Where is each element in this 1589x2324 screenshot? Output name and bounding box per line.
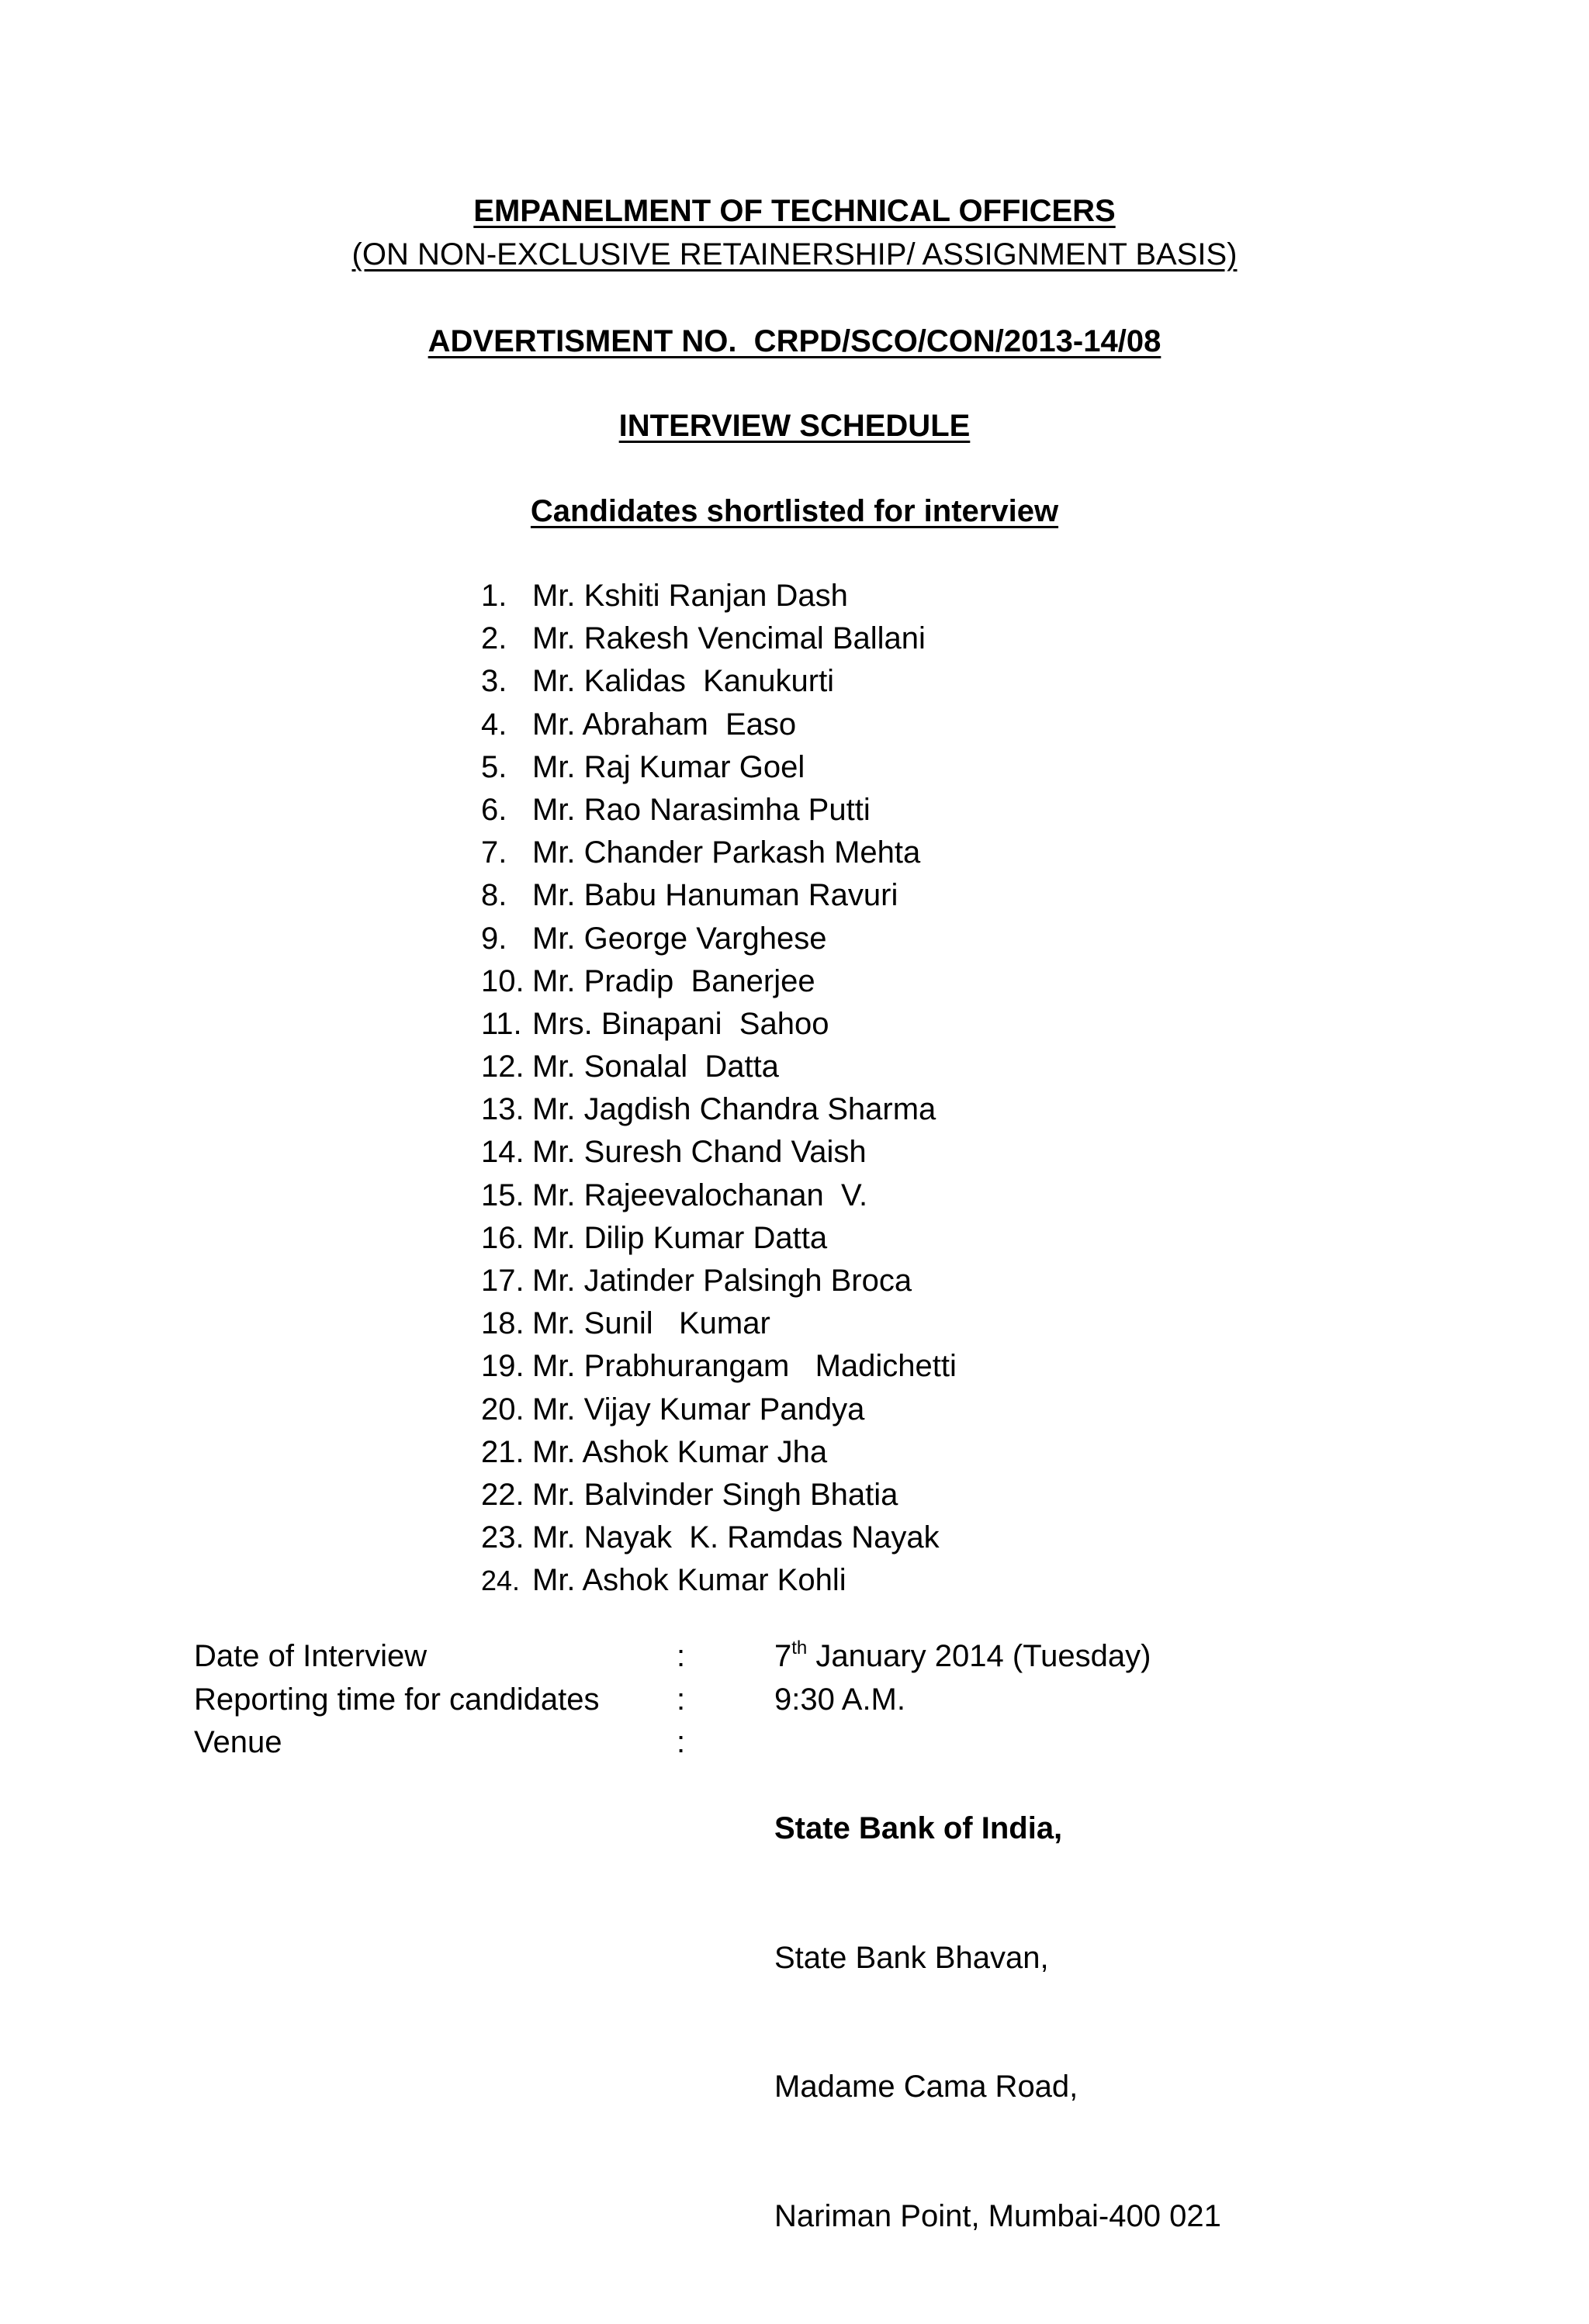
candidate-name: Mr. Ashok Kumar Kohli bbox=[532, 1563, 846, 1598]
time-label: Reporting time for candidates bbox=[194, 1682, 600, 1717]
venue-name: State Bank of India, bbox=[774, 1811, 1063, 1845]
candidate-number: 24. bbox=[481, 1565, 521, 1597]
candidate-number: 21. bbox=[481, 1434, 524, 1469]
candidate-number: 13. bbox=[481, 1092, 524, 1127]
time-value: 9:30 A.M. bbox=[774, 1682, 905, 1717]
candidate-number: 15. bbox=[481, 1178, 524, 1212]
advertisement-number: ADVERTISMENT NO. CRPD/SCO/CON/2013-14/08 bbox=[428, 324, 1161, 358]
time-row bbox=[194, 1679, 905, 1722]
date-rest: January 2014 (Tuesday) bbox=[807, 1639, 1151, 1673]
candidate-name: Mr. Jagdish Chandra Sharma bbox=[532, 1092, 936, 1127]
candidate-number: 18. bbox=[481, 1306, 524, 1341]
candidate-name: Mr. Ashok Kumar Jha bbox=[532, 1434, 828, 1469]
candidate-number: 16. bbox=[481, 1220, 524, 1255]
candidate-name: Mr. Rajeevalochanan V. bbox=[532, 1178, 868, 1212]
venue-label: Venue bbox=[194, 1725, 282, 1759]
candidate-number: 22. bbox=[481, 1477, 524, 1512]
date-row bbox=[194, 1635, 1151, 1679]
candidate-name: Mr. George Varghese bbox=[532, 921, 827, 956]
candidate-name: Mr. Pradip Banerjee bbox=[532, 963, 815, 998]
date-value bbox=[774, 1635, 1151, 1679]
candidate-number: 10. bbox=[481, 963, 524, 998]
candidate-name: Mr. Raj Kumar Goel bbox=[532, 749, 805, 784]
candidate-name: Mr. Prabhurangam Madichetti bbox=[532, 1349, 957, 1384]
date-separator: : bbox=[677, 1639, 686, 1673]
candidate-name: Mr. Kalidas Kanukurti bbox=[532, 664, 835, 699]
candidate-number: 9. bbox=[481, 921, 507, 956]
date-day: 7 bbox=[774, 1639, 792, 1673]
candidate-number: 17. bbox=[481, 1264, 524, 1298]
candidate-name: Mr. Rakesh Vencimal Ballani bbox=[532, 621, 926, 656]
candidate-number: 4. bbox=[481, 707, 507, 742]
date-label: Date of Interview bbox=[194, 1639, 428, 1673]
candidate-name: Mr. Dilip Kumar Datta bbox=[532, 1220, 828, 1255]
candidate-number: 3. bbox=[481, 664, 507, 699]
candidate-number: 5. bbox=[481, 749, 507, 784]
venue-row bbox=[194, 1721, 1221, 2233]
candidate-name: Mr. Kshiti Ranjan Dash bbox=[532, 579, 848, 613]
candidate-number: 23. bbox=[481, 1520, 524, 1555]
candidate-number: 11. bbox=[481, 1006, 522, 1041]
candidate-name: Mr. Jatinder Palsingh Broca bbox=[532, 1264, 912, 1298]
candidate-number: 8. bbox=[481, 878, 507, 913]
candidate-name: Mr. Abraham Easo bbox=[532, 707, 797, 742]
document-subtitle: (ON NON-EXCLUSIVE RETAINERSHIP/ ASSIGNMENT BASIS) bbox=[351, 237, 1238, 271]
venue-address-line: State Bank Bhavan, bbox=[774, 1940, 1049, 1975]
candidate-name: Mr. Sunil Kumar bbox=[532, 1306, 770, 1341]
candidate-number: 7. bbox=[481, 835, 507, 870]
candidate-name: Mrs. Binapani Sahoo bbox=[532, 1006, 829, 1041]
candidate-number: 12. bbox=[481, 1050, 524, 1084]
venue-address-line: Nariman Point, Mumbai-400 021 bbox=[774, 2198, 1221, 2233]
candidate-number: 1. bbox=[481, 579, 507, 613]
venue-address bbox=[774, 1721, 1221, 2324]
schedule-heading: INTERVIEW SCHEDULE bbox=[618, 409, 971, 443]
candidate-number: 19. bbox=[481, 1349, 524, 1384]
date-suffix: th bbox=[791, 1638, 808, 1658]
candidate-name: Mr. Chander Parkash Mehta bbox=[532, 835, 921, 870]
shortlist-heading: Candidates shortlisted for interview bbox=[530, 494, 1059, 528]
venue-separator: : bbox=[677, 1725, 686, 1759]
candidate-name: Mr. Vijay Kumar Pandya bbox=[532, 1392, 865, 1427]
candidate-name: Mr. Rao Narasimha Putti bbox=[532, 792, 871, 827]
candidate-name: Mr. Balvinder Singh Bhatia bbox=[532, 1477, 898, 1512]
time-separator: : bbox=[677, 1682, 686, 1717]
candidate-name: Mr. Suresh Chand Vaish bbox=[532, 1135, 867, 1170]
candidate-name: Mr. Babu Hanuman Ravuri bbox=[532, 878, 898, 913]
candidate-name: Mr. Sonalal Datta bbox=[532, 1050, 779, 1084]
candidate-number: 14. bbox=[481, 1135, 524, 1170]
venue-address-line: Madame Cama Road, bbox=[774, 2070, 1078, 2104]
candidate-name: Mr. Nayak K. Ramdas Nayak bbox=[532, 1520, 940, 1555]
candidate-number: 6. bbox=[481, 792, 507, 827]
document-title: EMPANELMENT OF TECHNICAL OFFICERS bbox=[473, 194, 1116, 228]
candidate-number: 2. bbox=[481, 621, 507, 656]
candidate-number: 20. bbox=[481, 1392, 524, 1427]
interview-details bbox=[194, 1635, 1221, 2233]
